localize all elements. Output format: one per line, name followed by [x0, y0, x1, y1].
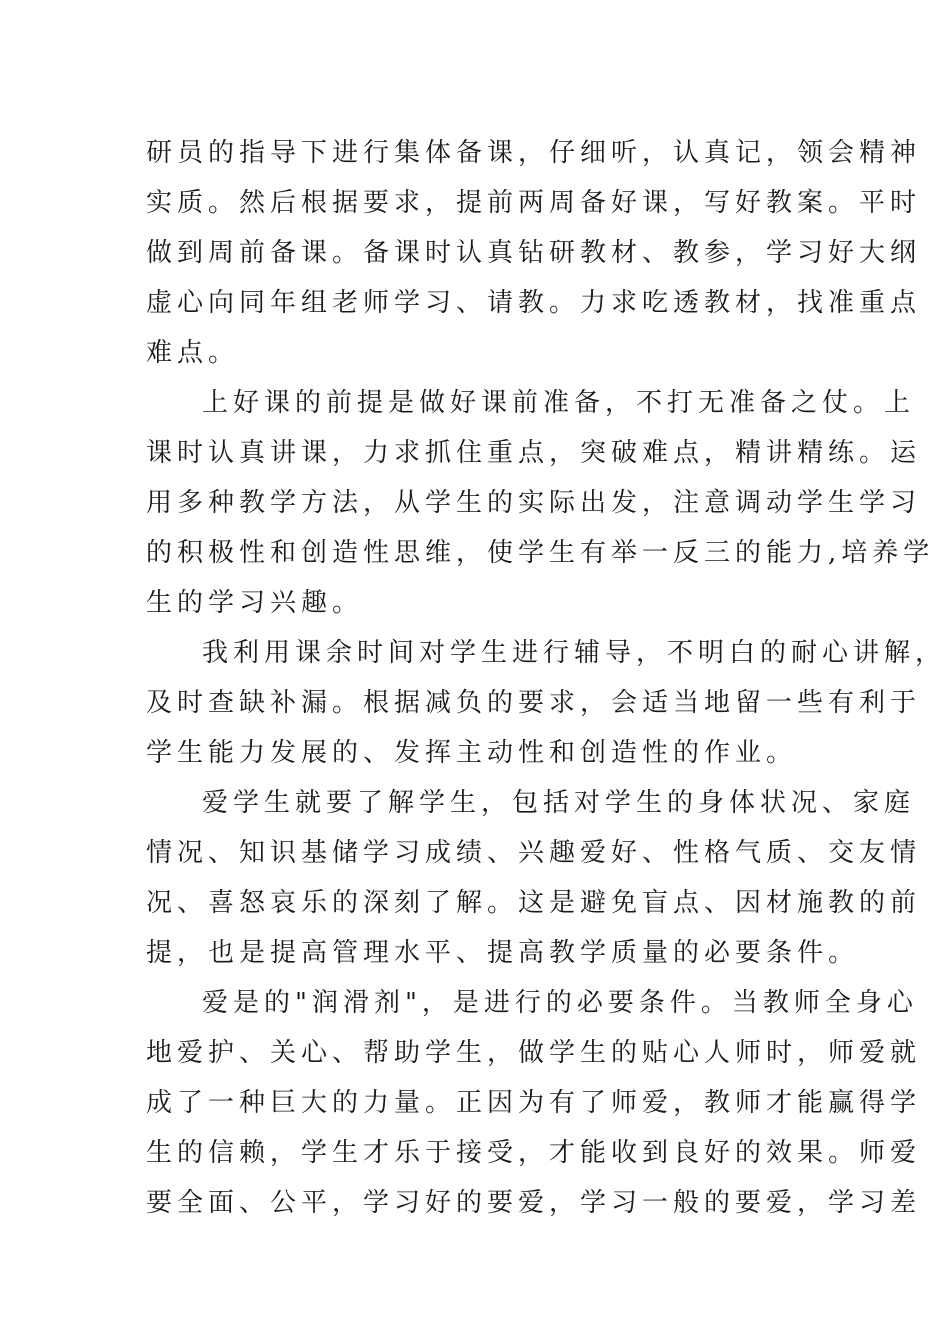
text-line: 况、喜怒哀乐的深刻了解。这是避免盲点、因材施教的前	[146, 888, 922, 918]
text-line: 情况、知识基储学习成绩、兴趣爱好、性格气质、交友情	[146, 838, 922, 868]
text-line: 课时认真讲课，力求抓住重点，突破难点，精讲精练。运	[146, 438, 922, 468]
text-line: 成了一种巨大的力量。正因为有了师爱，教师才能赢得学	[146, 1088, 922, 1118]
text-line: 用多种教学方法，从学生的实际出发，注意调动学生学习	[146, 488, 922, 518]
text-line: 实质。然后根据要求，提前两周备好课，写好教案。平时	[146, 188, 922, 218]
text-line: 做到周前备课。备课时认真钻研教材、教参，学习好大纲	[146, 238, 922, 268]
paragraph-4	[146, 778, 922, 978]
text-line: 及时查缺补漏。根据减负的要求，会适当地留一些有利于	[146, 688, 922, 718]
text-line: 我利用课余时间对学生进行辅导，不明白的耐心讲解，	[202, 638, 947, 668]
text-line: 提，也是提高管理水平、提高教学质量的必要条件。	[146, 938, 860, 968]
text-line: 生的信赖，学生才乐于接受，才能收到良好的效果。师爱	[146, 1138, 922, 1168]
paragraph-5	[146, 978, 922, 1228]
text-line: 要全面、公平，学习好的要爱，学习一般的要爱，学习差	[146, 1188, 922, 1218]
text-line: 上好课的前提是做好课前准备，不打无准备之仗。上	[202, 388, 916, 418]
text-line: 地爱护、关心、帮助学生，做学生的贴心人师时，师爱就	[146, 1038, 922, 1068]
text-line: 的积极性和创造性思维，使学生有举一反三的能力,培养学	[146, 538, 935, 568]
text-line: 生的学习兴趣。	[146, 588, 364, 618]
paragraph-3	[146, 628, 947, 778]
paragraph-1	[146, 128, 922, 378]
text-line: 爱是的"润滑剂"，是进行的必要条件。当教师全身心	[202, 988, 918, 1018]
text-line: 研员的指导下进行集体备课，仔细听，认真记，领会精神	[146, 138, 922, 168]
text-line: 虚心向同年组老师学习、请教。力求吃透教材，找准重点	[146, 288, 922, 318]
text-line: 学生能力发展的、发挥主动性和创造性的作业。	[146, 738, 798, 768]
text-line: 难点。	[146, 338, 240, 368]
paragraph-2	[146, 378, 935, 628]
text-line: 爱学生就要了解学生，包括对学生的身体状况、家庭	[202, 788, 916, 818]
document-page	[146, 128, 947, 1228]
